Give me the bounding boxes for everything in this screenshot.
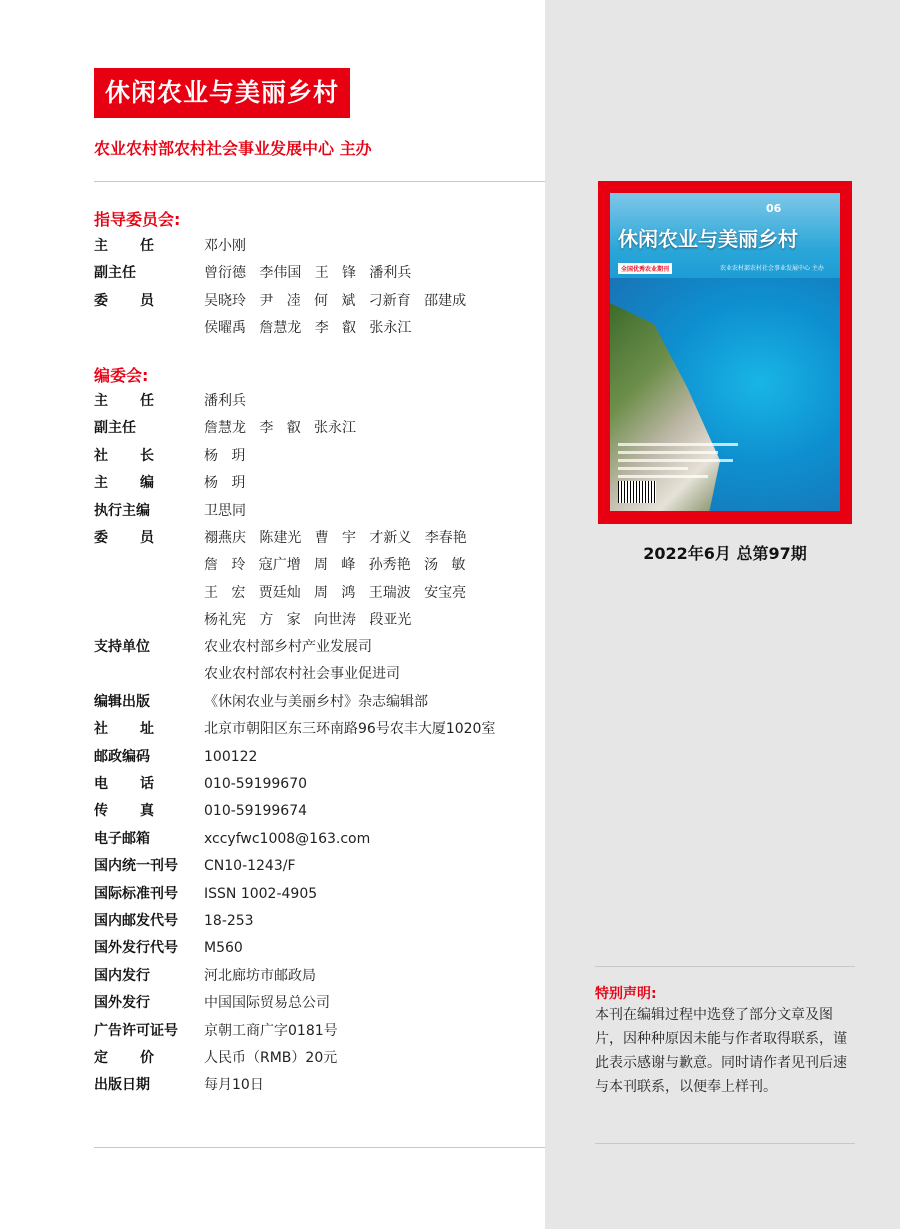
row-value: 吴晓玲 尹 㓐 何 斌 刁新育 邵建成 [204,292,467,309]
row-label: 国内邮发代号 [94,913,178,929]
row-label: 电子邮箱 [94,830,150,847]
row-label: 社 长 [94,447,154,464]
row-label: 委 员 [94,530,154,546]
issue-caption: 2022年6月 总第97期 [643,544,807,563]
row-value: 河北廊坊市邮政局 [204,967,316,984]
row-value: 每月10日 [204,1077,264,1094]
row-value: 杨礼宪 方 家 向世涛 段亚光 [204,612,412,629]
row-label: 国外发行 [94,995,150,1012]
row-label: 国内统一刊号 [94,858,178,875]
row-value: 潘利兵 [204,393,246,409]
cover-badge: 全国优秀农业期刊 [618,263,672,274]
row-value: 曾衍德 李伟国 王 锋 潘利兵 [204,265,412,282]
row-label: 主 编 [94,475,154,492]
row-label: 社 址 [94,721,154,738]
row-value: 010-59199670 [204,776,308,792]
row-value: 100122 [204,748,258,765]
barcode-icon [618,481,656,503]
row-label: 国内发行 [94,967,150,984]
divider-notice-top [595,966,855,967]
row-label: 电 话 [94,776,154,792]
row-label: 编辑出版 [94,693,150,710]
row-value: 京朝工商广字0181号 [204,1022,338,1039]
magazine-title: 休闲农业与美丽乡村 [94,68,350,118]
row-value: 邓小刚 [204,238,246,254]
row-label: 支持单位 [94,639,150,655]
divider-bottom-left [94,1147,545,1148]
row-value: 人民币（RMB）20元 [204,1050,338,1066]
row-value: 北京市朝阳区东三环南路96号农丰大厦1020室 [204,721,496,738]
row-value: 卫思同 [204,502,246,519]
row-label: 副主任 [94,265,136,282]
divider-notice-bottom [595,1143,855,1144]
cover-issue-number: 06 [766,202,782,215]
row-value: 杨 玥 [204,447,246,464]
row-label: 执行主编 [94,502,150,519]
row-value: 农业农村部乡村产业发展司 [204,639,372,655]
guidance-committee-title: 指导委员会: [94,210,181,229]
row-value: 詹慧龙 李 叡 张永江 [204,420,357,437]
cover-image [610,193,840,511]
row-label: 传 真 [94,803,154,820]
row-label: 出版日期 [94,1077,150,1094]
editorial-committee-title: 编委会: [94,366,149,385]
notice-title: 特别声明: [595,986,657,1002]
divider-top [94,181,545,182]
cover-organizer: 农业农村部农村社会事业发展中心 主办 [720,265,824,272]
row-value: 010-59199674 [204,803,308,820]
magazine-cover [598,181,852,524]
row-label: 主 任 [94,393,154,409]
row-label: 主 任 [94,238,154,254]
row-value: 中国国际贸易总公司 [204,995,330,1012]
notice-text: 本刊在编辑过程中选登了部分文章及图片，因种种原因未能与作者取得联系，谨此表示感谢与歉意。同时请作者见刊后速与本刊联系，以便奉上样刊。 [595,1007,847,1095]
row-label: 定 价 [94,1050,154,1066]
row-value: 农业农村部农村社会事业促进司 [204,666,400,683]
row-value: 王 宏 贾廷灿 周 鸿 王瑞波 安宝亮 [204,584,467,601]
cover-headlines [618,443,748,483]
row-value: xccyfwc1008@163.com [204,830,371,847]
cover-title: 休闲农业与美丽乡村 [618,227,798,251]
row-value: 侯曜禹 詹慧龙 李 叡 张永江 [204,319,412,336]
row-label: 广告许可证号 [94,1022,178,1039]
row-value: CN10-1243/F [204,858,296,875]
row-label: 国外发行代号 [94,940,178,957]
row-value: ISSN 1002-4905 [204,885,318,902]
row-label: 邮政编码 [94,748,150,765]
row-value: 杨 玥 [204,475,246,492]
row-label: 国际标准刊号 [94,885,178,902]
row-value: M560 [204,940,243,957]
organizer-line: 农业农村部农村社会事业发展中心 主办 [94,139,372,158]
row-value: 《休闲农业与美丽乡村》杂志编辑部 [204,693,428,710]
row-label: 副主任 [94,420,136,437]
row-value: 禤燕庆 陈建光 曹 宇 才新义 李春艳 [204,530,467,546]
row-label: 委 员 [94,292,154,309]
row-value: 18-253 [204,913,254,929]
row-value: 詹 玲 寇广增 周 峰 孙秀艳 汤 敏 [204,557,466,574]
